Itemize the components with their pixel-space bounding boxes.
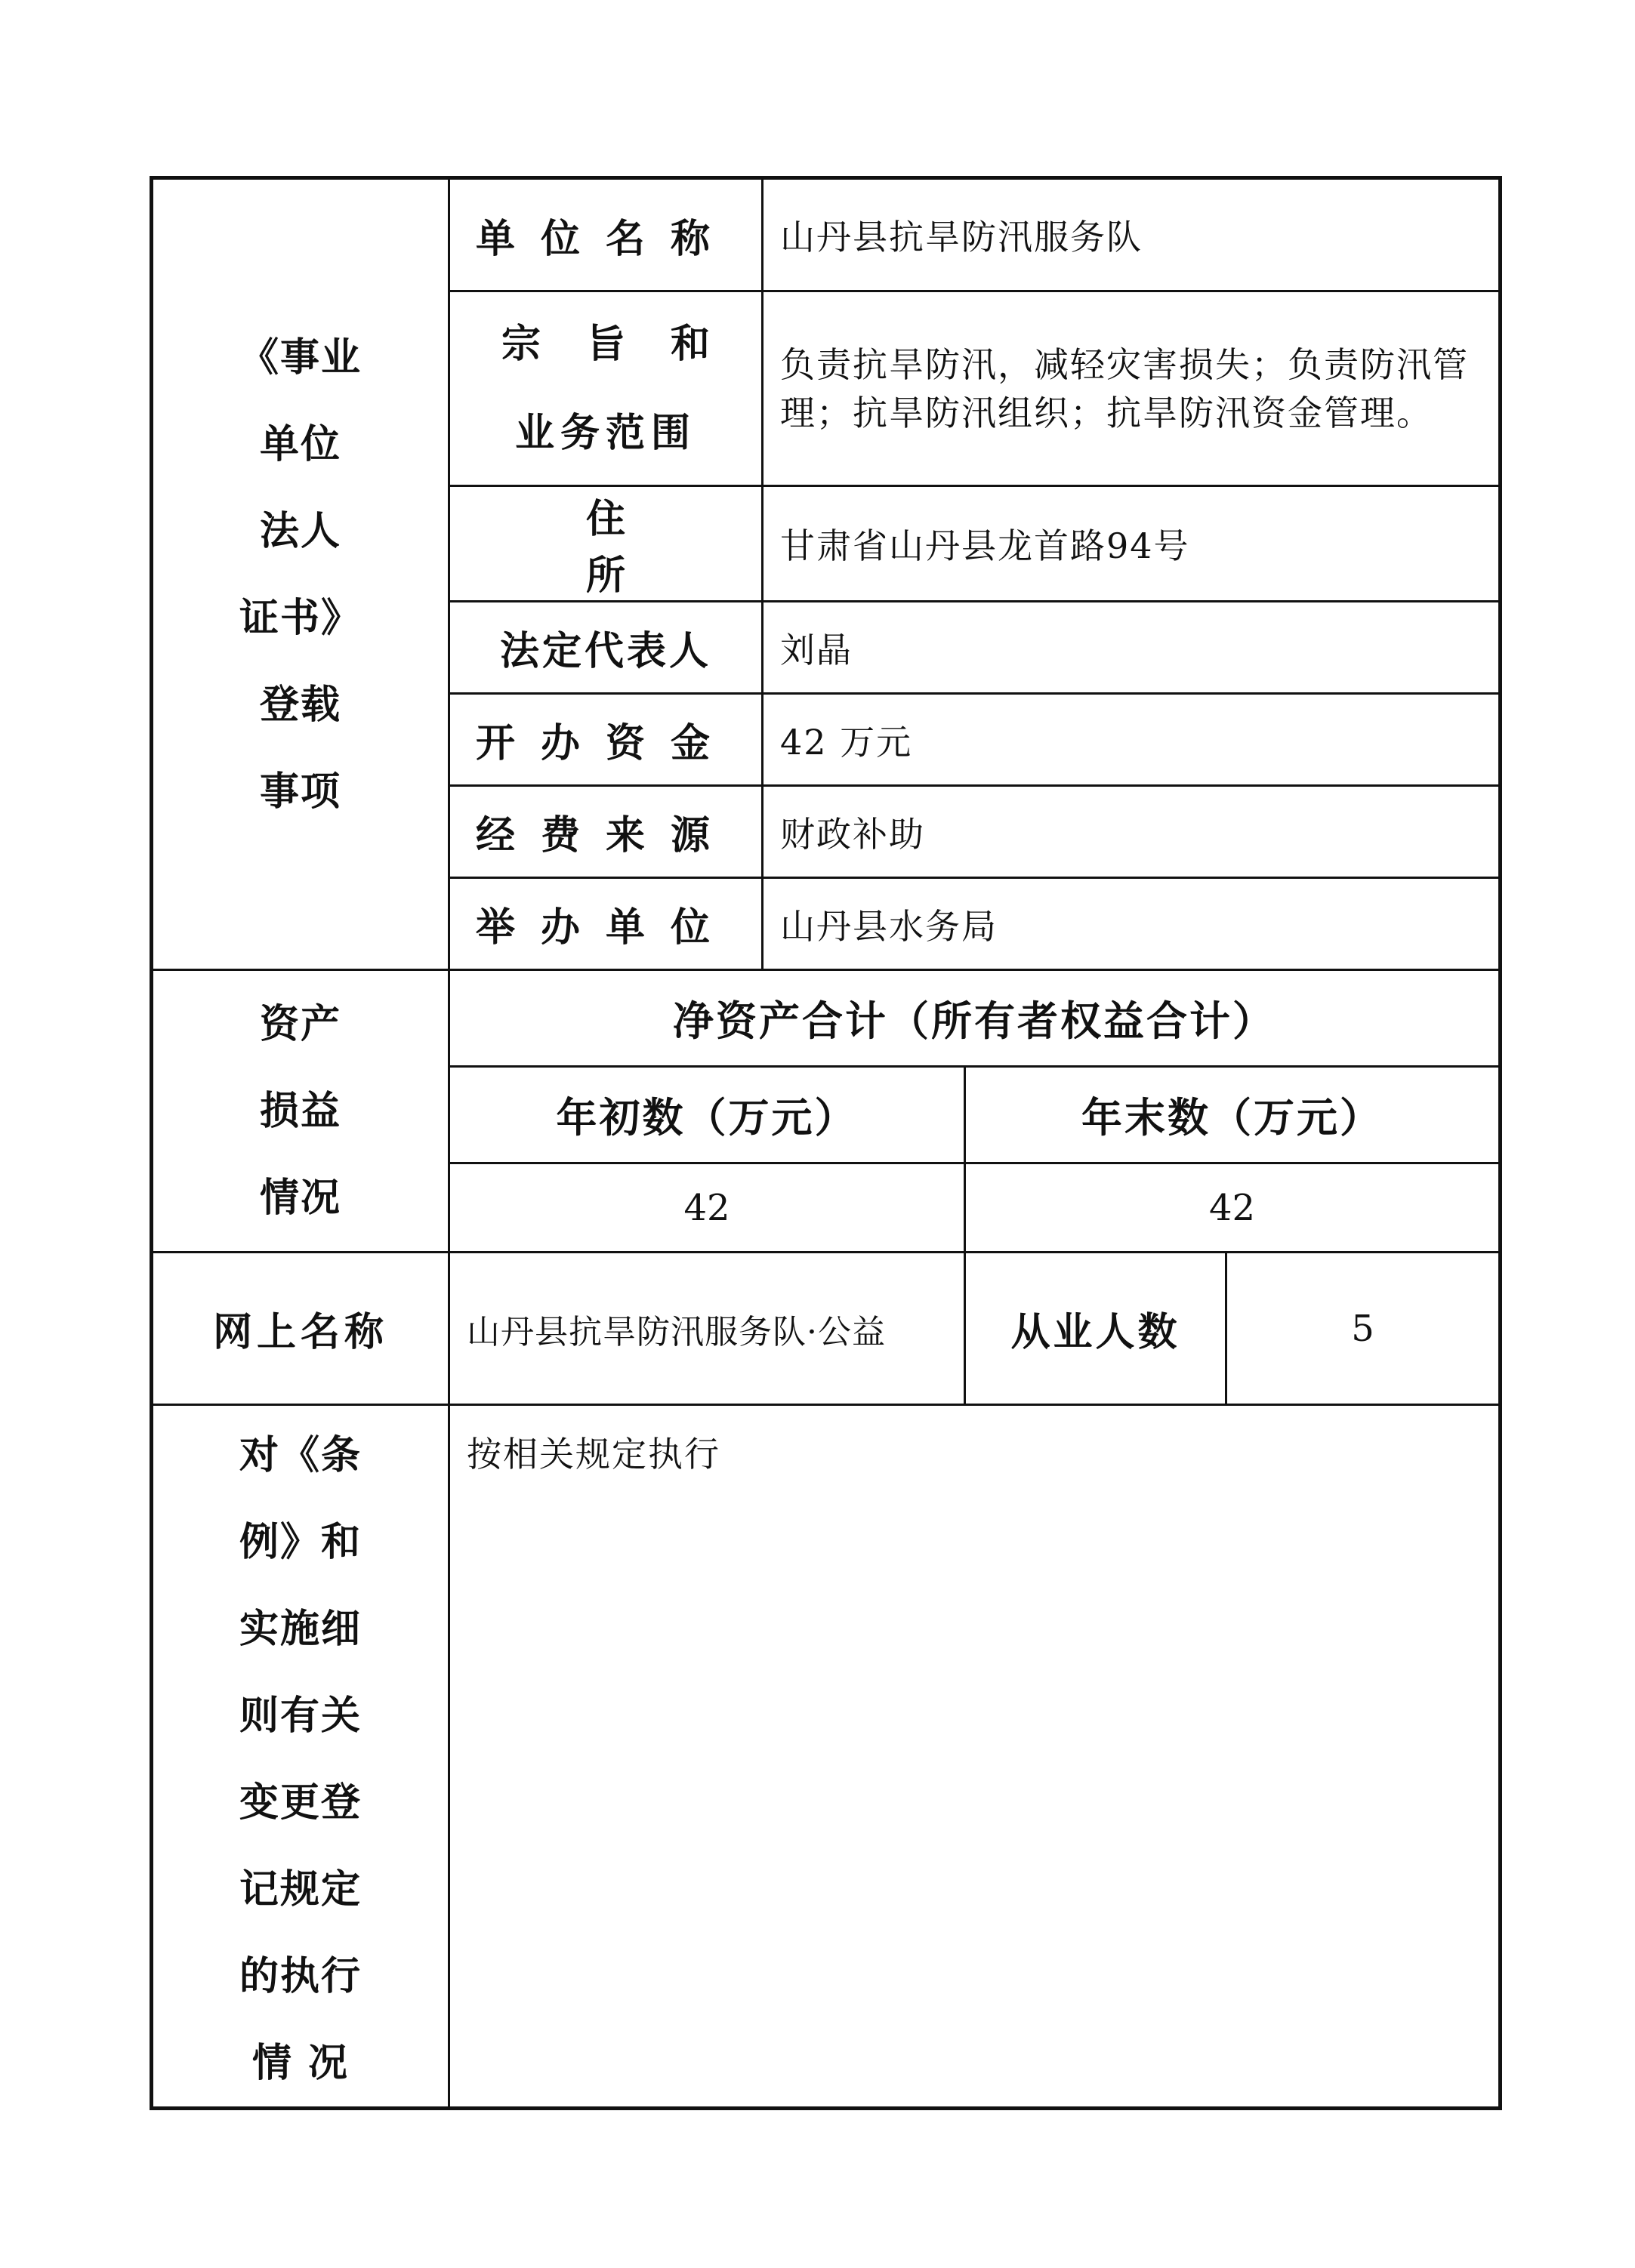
capital-value: 42 万元 [763, 694, 1501, 786]
assets-section-title: 资产 损益 情况 [259, 1001, 341, 1221]
compliance-section-title: 对《条 例》和 实施细 则有关 变更登 记规定 的执行 情 况 [239, 1432, 362, 2086]
certificate-section-cell [152, 178, 449, 970]
net-assets-header: 净资产合计（所有者权益合计） [449, 970, 1501, 1067]
legal-rep-label: 法定代表人 [449, 602, 763, 694]
address-label: 住所 [449, 486, 763, 602]
unit-name-row [152, 178, 1501, 291]
end-year-value: 42 [965, 1163, 1501, 1253]
begin-year-label: 年初数（万元） [449, 1067, 965, 1163]
unit-name-label: 单位名称 [449, 178, 763, 291]
registration-form-table [150, 176, 1502, 2110]
end-year-label: 年末数（万元） [965, 1067, 1501, 1163]
unit-name-value: 山丹县抗旱防汛服务队 [763, 178, 1501, 291]
online-name-row [152, 1253, 1501, 1405]
sponsor-value: 山丹县水务局 [763, 878, 1501, 970]
online-name-label: 网上名称 [152, 1253, 449, 1405]
purpose-label-line1: 宗旨和 [501, 320, 755, 367]
capital-label: 开办资金 [449, 694, 763, 786]
compliance-section-cell [152, 1405, 449, 2109]
sponsor-label: 举办单位 [449, 878, 763, 970]
net-assets-header-row [152, 970, 1501, 1067]
funding-source-label: 经费来源 [449, 786, 763, 878]
staff-count-value: 5 [1226, 1253, 1501, 1405]
staff-count-label: 从业人数 [965, 1253, 1226, 1405]
address-value: 甘肃省山丹县龙首路94号 [763, 486, 1501, 602]
purpose-label-line2: 业务范围 [514, 409, 696, 456]
begin-year-value: 42 [449, 1163, 965, 1253]
assets-section-cell [152, 970, 449, 1253]
funding-source-value: 财政补助 [763, 786, 1501, 878]
purpose-scope-value: 负责抗旱防汛，减轻灾害损失；负责防汛管理；抗旱防汛组织；抗旱防汛资金管理。 [763, 291, 1501, 486]
purpose-scope-label [449, 291, 763, 486]
compliance-row [152, 1405, 1501, 2109]
compliance-value: 按相关规定执行 [449, 1405, 1501, 2109]
legal-rep-value: 刘晶 [763, 602, 1501, 694]
online-name-value: 山丹县抗旱防汛服务队·公益 [449, 1253, 965, 1405]
certificate-section-title: 《事业 单位 法人 证书》 登载 事项 [239, 334, 362, 815]
